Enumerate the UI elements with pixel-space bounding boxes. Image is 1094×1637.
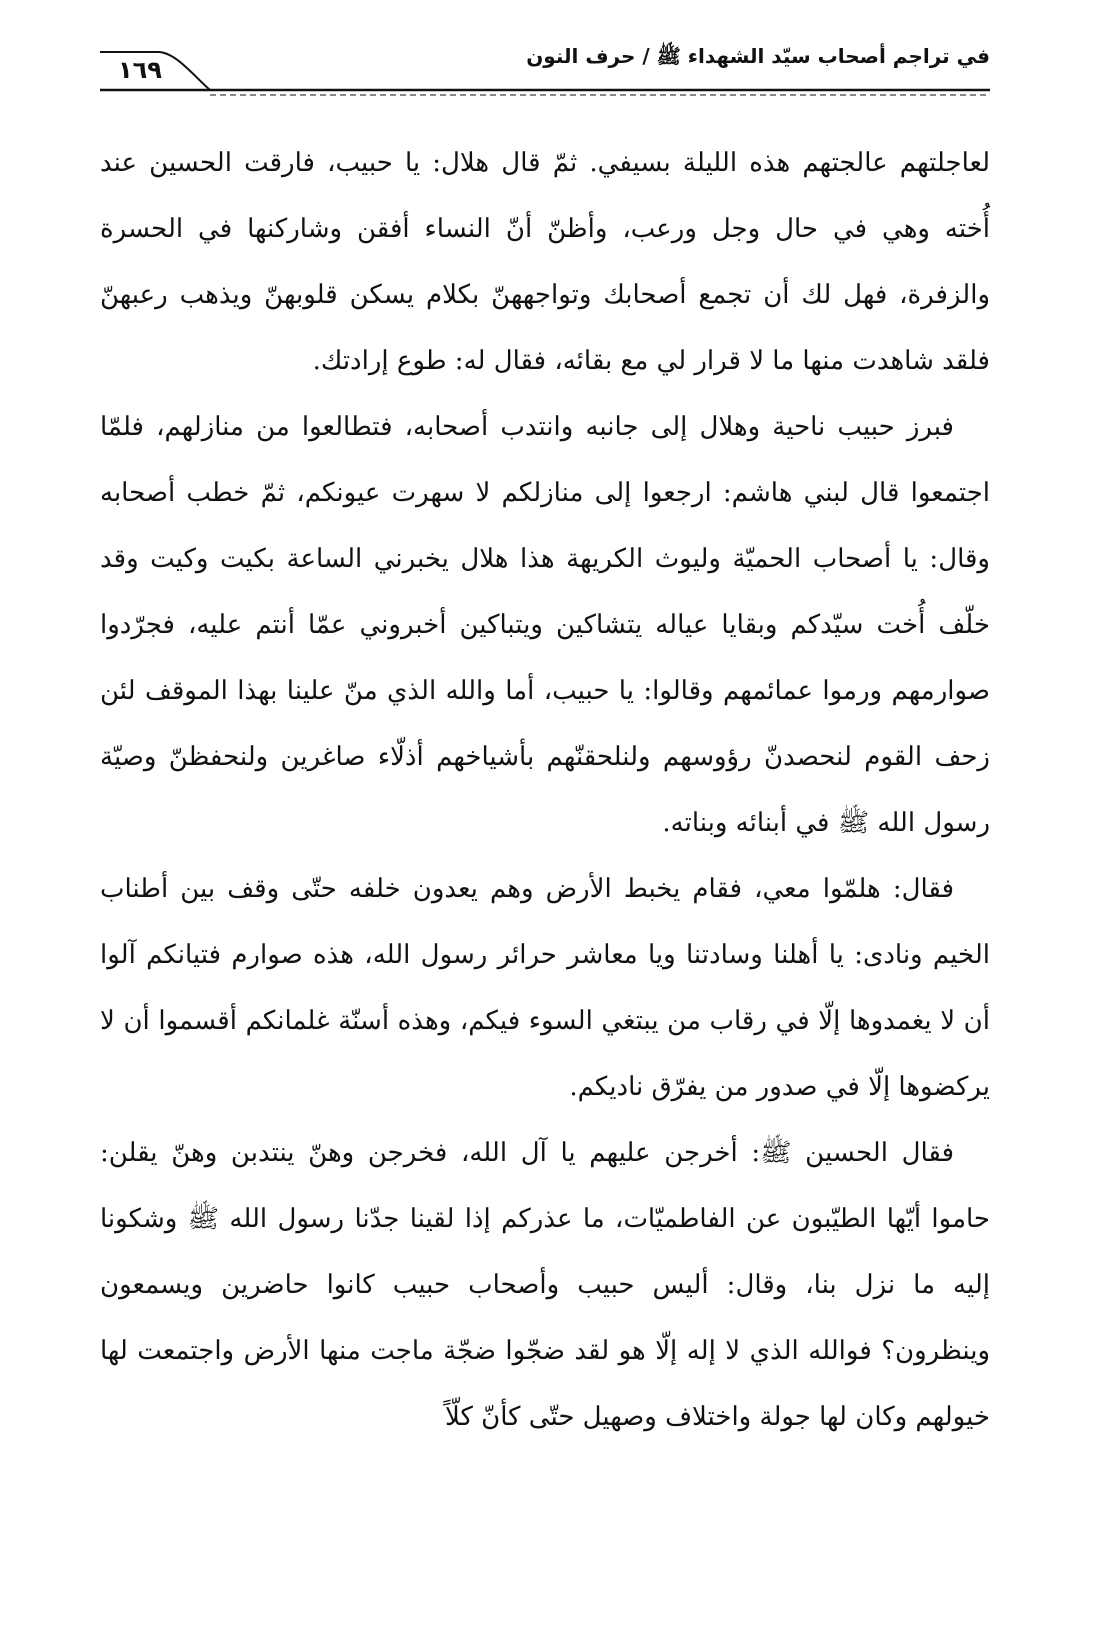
page-number: ١٦٩	[118, 56, 162, 84]
main-text	[100, 130, 990, 1450]
paragraph: فقال الحسين ﷺ: أخرجن عليهم يا آل الله، فخرجن وهنّ ينتدبن وهنّ يقلن: حاموا أيّها الطيّبون عن الفاطميّات، ما عذركم إذا لقينا جدّنا رسول الله ﷺ وشكونا إليه ما نزل بنا، وقال: أليس حبيب وأصحاب حبيب كانوا حاضرين ويسمعون وينظرون؟ فوالله الذي لا إله إلّا هو لقد ضجّوا ضجّة ماجت منها الأرض واجتمعت لها خيولهم وكان لها جولة واختلاف وصهيل حتّى كأنّ كلّاً	[100, 1138, 990, 1432]
paragraph: فقال: هلمّوا معي، فقام يخبط الأرض وهم يعدون خلفه حتّى وقف بين أطناب الخيم ونادى: يا أهلنا وسادتنا ويا معاشر حرائر رسول الله، هذه صوارم فتيانكم آلوا أن لا يغمدوها إلّا في رقاب من يبتغي السوء فيكم، وهذه أسنّة غلمانكم أقسموا أن لا يركضوها إلّا في صدور من يفرّق ناديكم.	[100, 874, 990, 1102]
page-header	[100, 38, 990, 100]
running-header-title: في تراجم أصحاب سيّد الشهداء ﷺ / حرف النون	[526, 44, 990, 68]
paragraph: فبرز حبيب ناحية وهلال إلى جانبه وانتدب أصحابه، فتطالعوا من منازلهم، فلمّا اجتمعوا قال لبني هاشم: ارجعوا إلى منازلكم لا سهرت عيونكم، ثمّ خطب أصحابه وقال: يا أصحاب الحميّة وليوث الكريهة هذا هلال يخبرني الساعة بكيت وكيت وقد خلّف أُخت سيّدكم وبقايا عياله يتشاكين ويتباكين أخبروني عمّا أنتم عليه، فجرّدوا صوارمهم ورموا عمائمهم وقالوا: يا حبيب، أما والله الذي منّ علينا بهذا الموقف لئن زحف القوم لنحصدنّ رؤوسهم ولنلحقنّهم بأشياخهم أذلّاء صاغرين ولنحفظنّ وصيّة رسول الله ﷺ في أبنائه وبناته.	[100, 412, 991, 838]
paragraph: لعاجلتهم عالجتهم هذه الليلة بسيفي. ثمّ قال هلال: يا حبيب، فارقت الحسين عند أُخته وهي في حال وجل ورعب، وأظنّ أنّ النساء أفقن وشاركنها في الحسرة والزفرة، فهل لك أن تجمع أصحابك وتواجههنّ بكلام يسكن قلوبهنّ ويذهب رعبهنّ فلقد شاهدت منها ما لا قرار لي مع بقائه، فقال له: طوع إرادتك.	[100, 148, 990, 376]
